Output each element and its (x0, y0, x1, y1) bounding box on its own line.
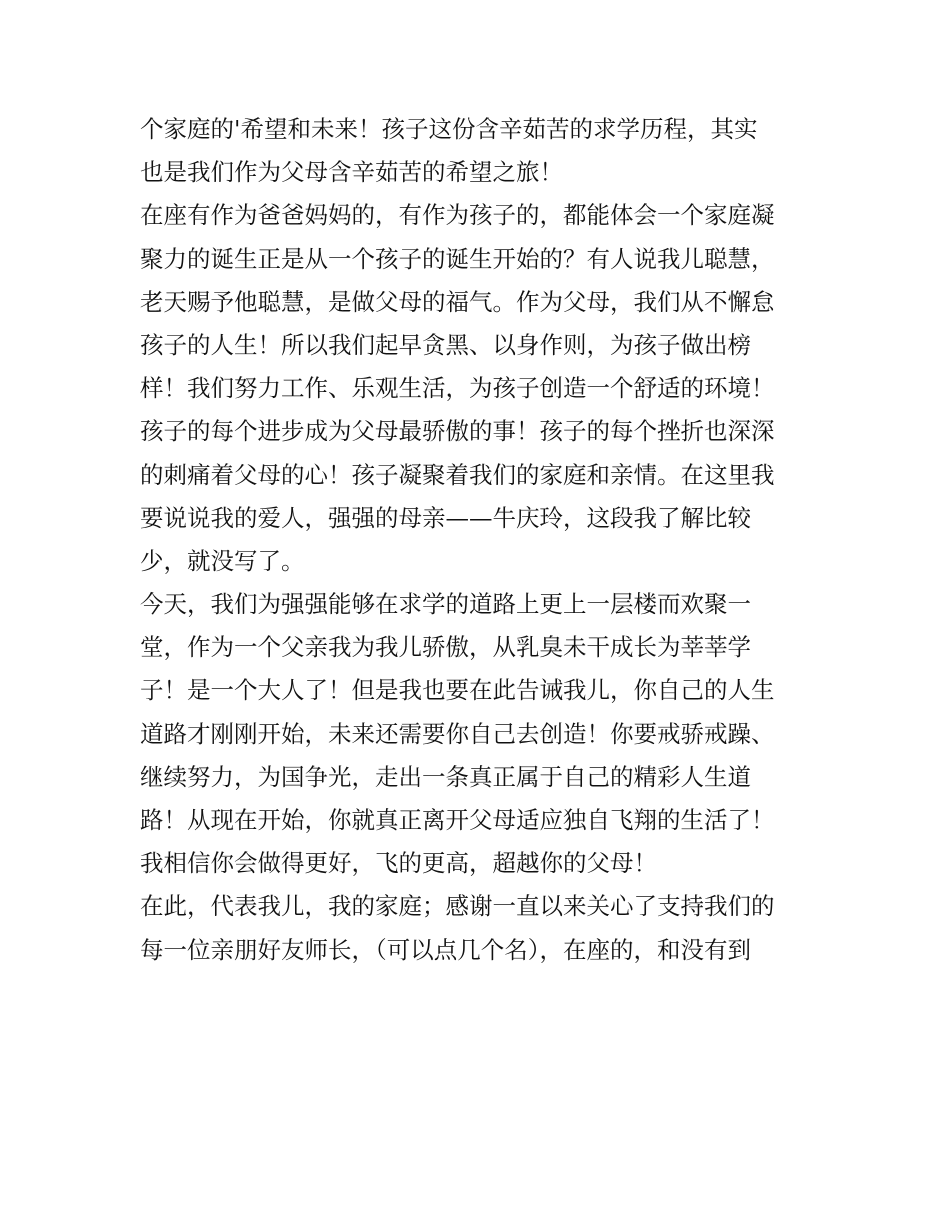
text-line: 道路才刚刚开始，未来还需要你自己去创造！你要戒骄戒躁、 (140, 719, 775, 748)
text-line: 老天赐予他聪慧，是做父母的福气。作为父母，我们从不懈怠 (140, 287, 775, 316)
text-line: 在此，代表我儿，我的家庭；感谢一直以来关心了支持我们的 (140, 892, 775, 921)
text-line: 继续努力，为国争光，走出一条真正属于自己的精彩人生道 (140, 762, 751, 791)
text-line: 子！是一个大人了！但是我也要在此告诫我儿，你自己的人生 (140, 676, 775, 705)
text-line: 路！从现在开始，你就真正离开父母适应独自飞翔的生活了！ (140, 806, 775, 834)
text-line: 个家庭的'希望和未来！孩子这份含辛茹苦的求学历程，其实 (140, 115, 758, 143)
text-line: 也是我们作为父母含辛茹苦的希望之旅！ (140, 158, 563, 187)
text-line: 每一位亲朋好友师长，（可以点几个名），在座的，和没有到 (140, 935, 751, 964)
text-line: 的刺痛着父母的心！孩子凝聚着我们的家庭和亲情。在这里我 (140, 460, 775, 489)
text-line: 孩子的每个进步成为父母最骄傲的事！孩子的每个挫折也深深 (140, 417, 775, 446)
text-line: 我相信你会做得更好，飞的更高，超越你的父母！ (140, 849, 657, 878)
text-line: 样！我们努力工作、乐观生活，为孩子创造一个舒适的环境！ (140, 374, 775, 403)
text-line: 在座有作为爸爸妈妈的，有作为孩子的，都能体会一个家庭凝 (140, 201, 775, 230)
text-line: 少，就没写了。 (140, 546, 305, 575)
text-line: 聚力的诞生正是从一个孩子的诞生开始的？有人说我儿聪慧， (140, 244, 775, 273)
text-line: 今天，我们为强强能够在求学的道路上更上一层楼而欢聚一 (140, 590, 751, 619)
text-line: 堂，作为一个父亲我为我儿骄傲，从乳臭未干成长为莘莘学 (140, 633, 751, 662)
text-line: 要说说我的爱人，强强的母亲——牛庆玲，这段我了解比较 (140, 503, 751, 532)
text-line: 孩子的人生！所以我们起早贪黑、以身作则，为孩子做出榜 (140, 330, 751, 359)
body-text (140, 108, 820, 972)
